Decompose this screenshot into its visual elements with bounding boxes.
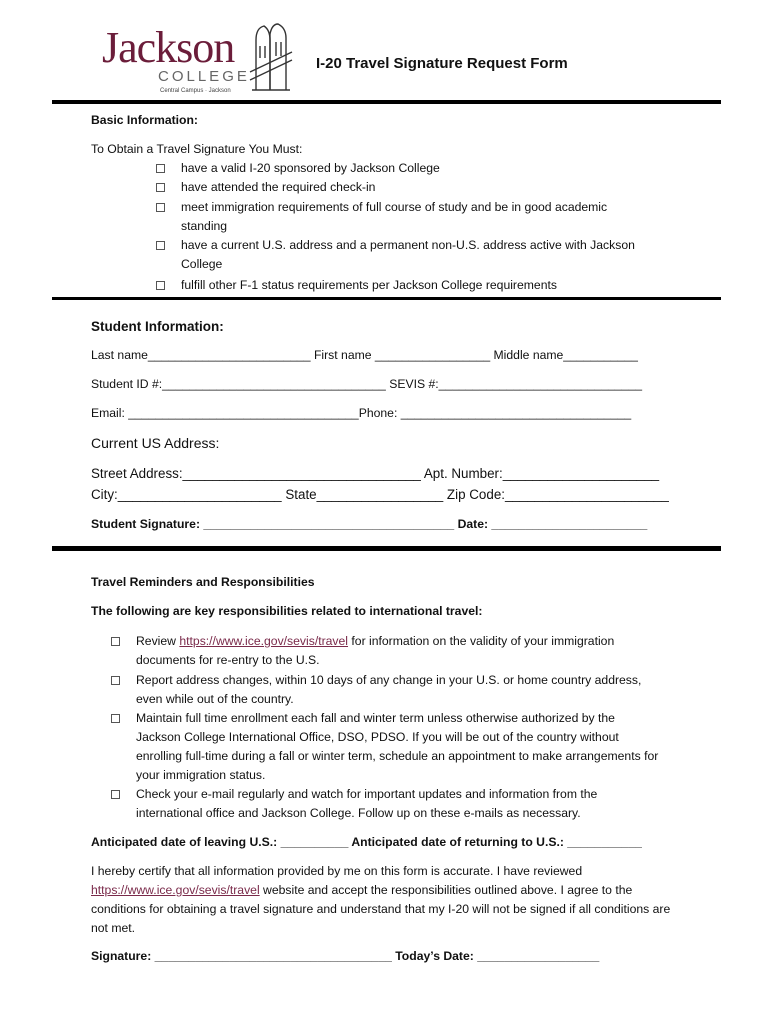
checkbox-icon[interactable]: [156, 203, 165, 212]
form-title: I-20 Travel Signature Request Form: [316, 55, 568, 72]
college-logo: [100, 22, 300, 98]
reminder-text-part: for information on the validity of your immigration documents for re-entry to the U.S.: [136, 634, 615, 667]
requirement-text: meet immigration requirements of full course of study and be in good academic standing: [181, 200, 608, 233]
name-fields[interactable]: Last name________________________ First name _________________ Middle name___________: [91, 348, 638, 362]
ice-travel-link[interactable]: https://www.ice.gov/sevis/travel: [91, 883, 260, 897]
college-building-icon: [248, 22, 294, 92]
reminder-item: [111, 709, 120, 728]
logo-campus-text: Central Campus · Jackson: [160, 88, 231, 94]
requirement-text: fulfill other F-1 status requirements per Jackson College requirements: [181, 278, 557, 292]
reminder-item: [111, 671, 120, 690]
checkbox-icon[interactable]: [156, 164, 165, 173]
id-fields[interactable]: Student ID #:_________________________________ SEVIS #:______________________________: [91, 377, 642, 391]
requirement-text: have attended the required check-in: [181, 180, 376, 194]
certification-text-part: I hereby certify that all information provided by me on this form is accurate. I have reviewed: [91, 864, 583, 878]
student-signature-line[interactable]: Student Signature: _____________________________________ Date: _______________________: [91, 517, 648, 531]
checkbox-icon[interactable]: [111, 714, 120, 723]
travel-subheading: The following are key responsibilities related to international travel:: [91, 604, 483, 618]
checkbox-icon[interactable]: [111, 637, 120, 646]
checkbox-icon[interactable]: [156, 281, 165, 290]
requirement-item: [156, 178, 165, 197]
travel-dates-line[interactable]: Anticipated date of leaving U.S.: __________ Anticipated date of returning to U.S.: ___________: [91, 835, 642, 849]
requirement-item: [156, 198, 165, 217]
reminder-item: [111, 632, 120, 651]
divider-basic: [52, 297, 721, 300]
reminder-text: Maintain full time enrollment each fall and winter term unless otherwise authorized by the Jackson College International Office, DSO, PDSO. If you will be out of the country without enrolling full-time during a fall or winter term, schedule an appointment to make arrangements for your immigration status.: [136, 711, 659, 782]
requirement-item: [156, 276, 165, 295]
certification-text-part: website and accept the responsibilities outlined above. I agree to the conditions for obtaining a travel signature and understand that my I-20 will not be signed if all conditions are not met.: [91, 883, 671, 935]
reminder-text: [136, 632, 666, 670]
checkbox-icon[interactable]: [111, 790, 120, 799]
ice-travel-link[interactable]: https://www.ice.gov/sevis/travel: [179, 634, 349, 648]
checkbox-icon[interactable]: [111, 676, 120, 685]
reminder-text: Report address changes, within 10 days of any change in your U.S. or home country address, even while out of the country.: [136, 673, 642, 706]
city-fields[interactable]: City:______________________ State_________________ Zip Code:______________________: [91, 487, 669, 502]
contact-fields[interactable]: Email: __________________________________Phone: __________________________________: [91, 406, 632, 420]
reminder-text: Check your e-mail regularly and watch for important updates and information from the international office and Jackson College. Follow up on these e-mails as necessary.: [136, 787, 598, 820]
requirement-text: have a valid I-20 sponsored by Jackson College: [181, 161, 440, 175]
certification-text: [91, 862, 681, 938]
checkbox-icon[interactable]: [156, 183, 165, 192]
divider-top: [52, 100, 721, 104]
requirement-item: [156, 236, 165, 255]
street-fields[interactable]: Street Address:________________________________ Apt. Number:_____________________: [91, 466, 660, 481]
logo-college-text: COLLEGE: [158, 68, 250, 85]
final-signature-line[interactable]: Signature: ___________________________________ Today’s Date: __________________: [91, 949, 600, 963]
basic-info-intro: To Obtain a Travel Signature You Must:: [91, 142, 303, 156]
travel-heading: Travel Reminders and Responsibilities: [91, 575, 315, 589]
reminder-text-part: Review: [136, 634, 180, 648]
logo-wordmark: Jackson: [102, 23, 235, 72]
reminder-item: [111, 785, 120, 804]
requirement-text: have a current U.S. address and a permanent non-U.S. address active with Jackson College: [181, 238, 635, 271]
student-info-heading: Student Information:: [91, 319, 224, 334]
checkbox-icon[interactable]: [156, 241, 165, 250]
divider-student: [52, 546, 721, 551]
basic-info-heading: Basic Information:: [91, 113, 198, 127]
requirement-item: [156, 159, 165, 178]
address-heading: Current US Address:: [91, 435, 220, 451]
